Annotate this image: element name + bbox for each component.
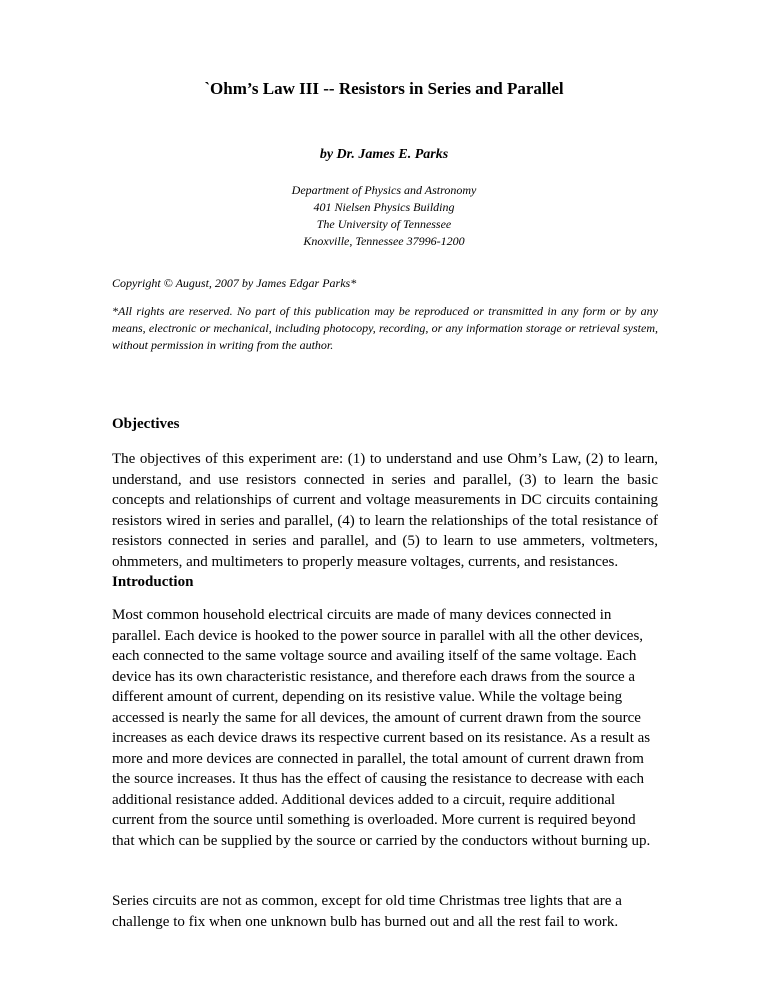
affiliation-line: 401 Nielsen Physics Building (313, 200, 455, 214)
rights-notice: *All rights are reserved. No part of this publication may be reproduced or transmitted in any form or by any means, electronic or mechanical, including photocopy, recording, or any information storage or retrieval system, without permission in writing from the author. (112, 304, 658, 352)
series-circuits-paragraph: Series circuits are not as common, except for old time Christmas tree lights that are a challenge to fix when one unknown bulb has burned out and all the rest fail to work. (112, 893, 622, 930)
objectives-paragraph: The objectives of this experiment are: (1) to understand and use Ohm’s Law, (2) to learn, understand, and use resistors connected in series and parallel, (3) to learn the basic concepts and relationships of current and voltage measurements in DC circuits containing resistors wired in series and parallel, (4) to learn the relationships of the total resistance of resistors connected in series and parallel, and (5) to learn to use ammeters, voltmeters, ohmmeters, and multimeters to properly measure voltages, currents, and resistances. (112, 451, 658, 570)
author-byline: by Dr. James E. Parks (319, 147, 449, 162)
affiliation-line: The University of Tennessee (316, 217, 452, 231)
document-title: `Ohm’s Law III -- Resistors in Series and Parallel (204, 79, 564, 98)
introduction-heading: Introduction (112, 574, 194, 590)
affiliation-line: Department of Physics and Astronomy (291, 183, 477, 197)
affiliation-line: Knoxville, Tennessee 37996-1200 (303, 234, 465, 248)
introduction-paragraph: Most common household electrical circuits are made of many devices connected in parallel. Each device is hooked to the power source in parallel with all the other devices, each connected to the same voltage source and availing itself of the same voltage. Each device has its own characteristic resistance, and therefore each draws from the source a different amount of current, depending on its resistive value. While the voltage being accessed is nearly the same for all devices, the amount of current drawn from the source increases as each device draws its respective current based on its resistance. As a result as more and more devices are connected in parallel, the total amount of current drawn from the source increases. It thus has the effect of causing the resistance to decrease with each additional resistance added. Additional devices added to a circuit, require additional current from the source until something is overloaded. More current is required beyond that which can be supplied by the source or carried by the conductors without burning up. (112, 607, 651, 849)
copyright-notice: Copyright © August, 2007 by James Edgar Parks* (112, 276, 357, 290)
objectives-heading: Objectives (112, 416, 180, 432)
author-affiliation (0, 182, 768, 250)
